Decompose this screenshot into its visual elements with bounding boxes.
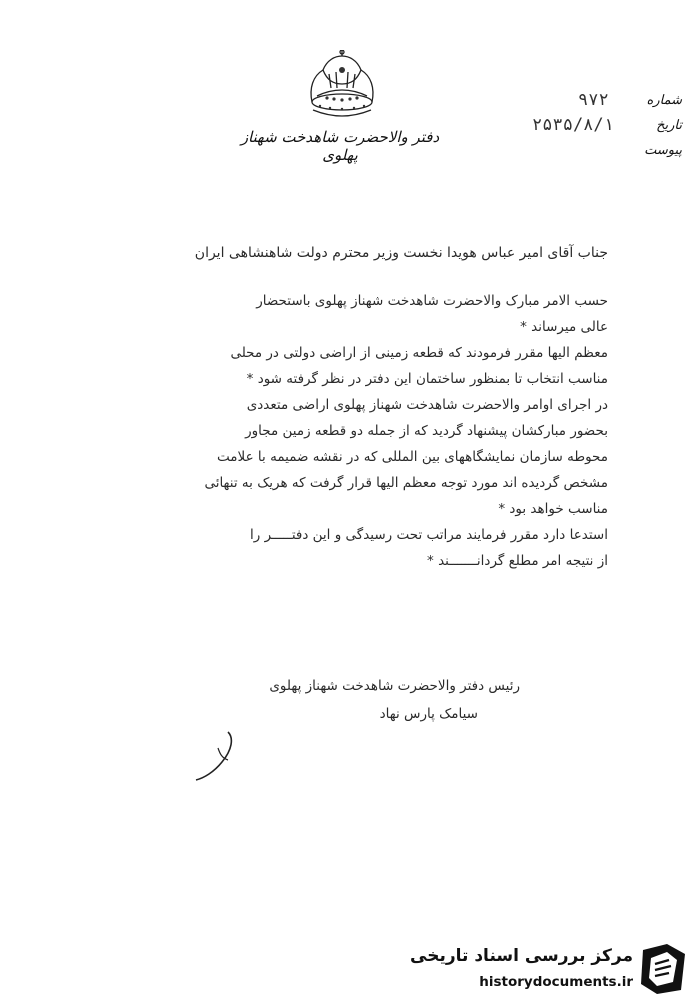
body-line: استدعا دارد مقرر فرمایند مراتب تحت رسیدگی و این دفتـــــر را bbox=[250, 527, 608, 543]
body-line: مناسب انتخاب تا بمنظور ساختمان این دفتر در نظر گرفته شود * bbox=[246, 371, 608, 387]
body-line: در اجرای اوامر والاحضرت شاهدخت شهناز پهلوی اراضی متعددی bbox=[246, 397, 608, 413]
body-line: مناسب خواهد بود * bbox=[498, 501, 608, 517]
signer-name: سیامک پارس نهاد bbox=[379, 706, 478, 722]
body-line: مشخص گردیده اند مورد توجه معظم الیها قرار گرفت که هریک به تنهائی bbox=[204, 475, 608, 491]
body-line: معظم الیها مقرر فرمودند که قطعه زمینی از اراضی دولتی در محلی bbox=[230, 345, 608, 361]
watermark-title: مرکز بررسی اسناد تاریخی bbox=[410, 946, 633, 966]
meta-values bbox=[520, 88, 620, 138]
body-line: بحضور مبارکشان پیشنهاد گردید که از جمله دو قطعه زمین مجاور bbox=[245, 423, 608, 439]
letter-number: ۹۷۲ bbox=[578, 90, 609, 110]
archive-logo-icon bbox=[637, 940, 691, 996]
office-title: دفتر والاحضرت شاهدخت شهناز پهلوی bbox=[240, 128, 440, 164]
date-label: تاریخ bbox=[656, 118, 682, 133]
archive-watermark bbox=[410, 940, 695, 1000]
body-line: محوطه سازمان نمایشگاههای بین المللی که در نقشه ضمیمه با علامت bbox=[217, 449, 608, 465]
letter-date: ۲۵۳۵/۸/۱ bbox=[532, 115, 614, 135]
meta-labels bbox=[622, 88, 682, 163]
addressee-line: جناب آقای امیر عباس هویدا نخست وزیر محترم دولت شاهنشاهی ایران bbox=[194, 245, 608, 261]
signer-title: رئیس دفتر والاحضرت شاهدخت شهناز پهلوی bbox=[269, 678, 520, 694]
body-line: از نتیجه امر مطلع گردانـــــــند * bbox=[427, 553, 608, 569]
body-line: عالی میرساند * bbox=[520, 319, 608, 335]
handwritten-signature-icon bbox=[188, 728, 248, 788]
body-line: حسب الامر مبارک والاحضرت شاهدخت شهناز پهلوی باستحضار bbox=[256, 293, 608, 309]
watermark-url: historydocuments.ir bbox=[479, 974, 633, 990]
letter-body bbox=[88, 240, 608, 574]
attachment-label: پیوست bbox=[644, 143, 682, 158]
number-label: شماره bbox=[646, 93, 682, 108]
crown-emblem-icon bbox=[303, 50, 381, 120]
signature-block bbox=[220, 672, 520, 728]
